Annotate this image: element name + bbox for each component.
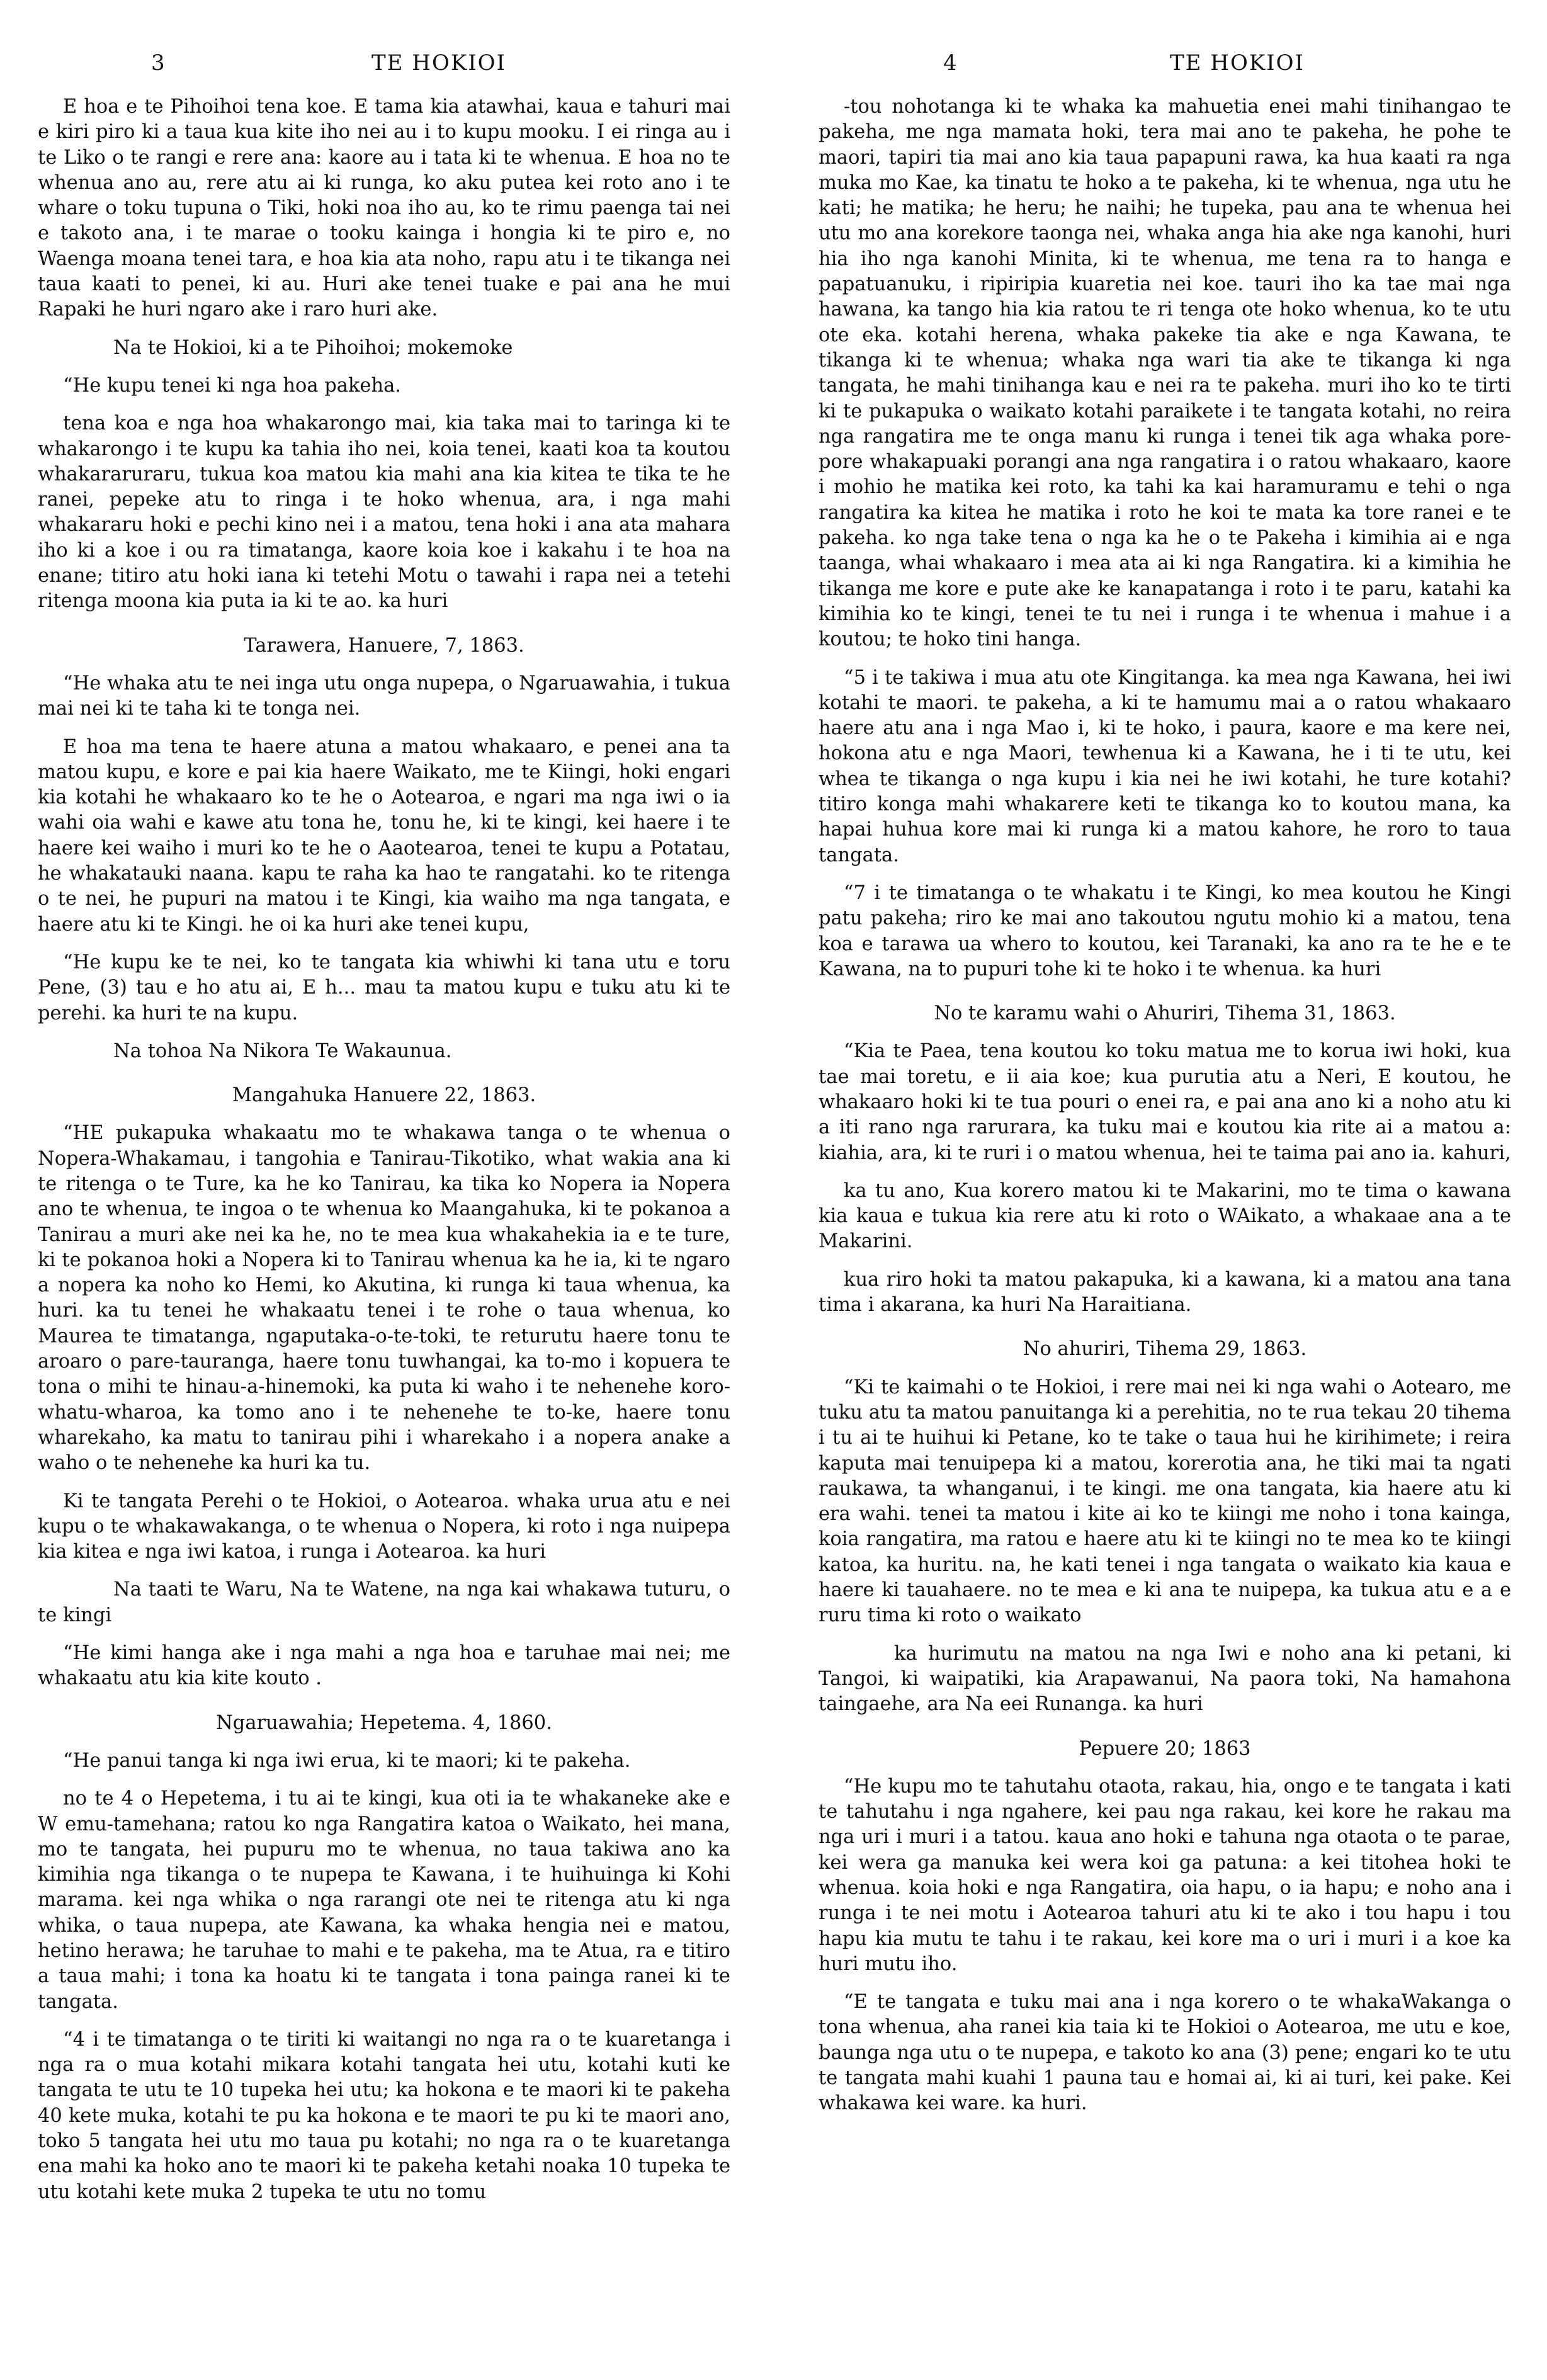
- left-column-paragraph: Na tohoa Na Nikora Te Wakaunua.: [113, 1040, 452, 1062]
- left-column-paragraph: “4 i te timatanga o te tiriti ki waitangi no nga ra o te kuaretanga i nga ra o mua kotahi mikara kotahi tangata hei utu, kotahi kuti ke tangata te utu te 10 tupeka hei utu; ka hokona e te maori ki te pakeha 40 kete muka, kotahi te pu ka hokona e te maori te pu ki te maori ano, toko 5 tangata hei utu mo taua pu kotahi; no nga ra o te kuaretanga ena mahi ka hoko ano te maori ki te pakeha ketahi noaka 10 tupeka te utu kotahi kete muka 2 tupeka te utu no tomu: [38, 2028, 730, 2203]
- left-column-paragraph: “He kupu tenei ki nga hoa pakeha.: [63, 374, 401, 397]
- right-column-paragraph: “5 i te takiwa i mua atu ote Kingitanga. ka mea nga Kawana, hei iwi kotahi te maori. te pakeha, a ki te hamumu mai a o ratou whakaaro haere atu ana i nga Mao i, ki te hoko, i paura, kaore e ma kere nei, hokona atu e nga Maori, tewhenua ki a Kawana, he i ti te utu, kei whea te tikanga o nga kupu i kia nei he iwi kotahi, he ture kotahi? titiro konga mahi whakarere keti te tikanga ko to koutou mana, ka hapai huhua kore mai ki runga ki a matou kahore, he roro to taua tangata.: [819, 666, 1511, 866]
- column-divider: [765, 69, 766, 2336]
- right-column-paragraph: “Ki te kaimahi o te Hokioi, i rere mai nei ki nga wahi o Aotearo, me tuku atu ta matou panuitanga ki a perehitia, no te rua tekau 20 tihema i tu ai te huihui ki Petane, ko te take o taua hui he kirihimete; i reira kaputa mai tenuipepa ki a matou, korerotia ana, he tiki mai ta ngati raukawa, ta whanganui, i te kingi. me ona tangata, kia haere atu ki era wahi. tenei ta matou i kite ai ko te kiingi me noho i tona kainga, koia rangatira, ma ratou e haere atu ki te kiingi no te mea ko te kiingi katoa, ka huritu. na, he kati tenei i nga tangata o waikato kia kaua e haere ki tauahaere. no te mea e ki ana te nuipepa, ka tukua atu e a e ruru tima ki roto o waikato: [819, 1376, 1511, 1627]
- right-header-title: TE HOKIOI: [1170, 50, 1305, 76]
- right-column-paragraph: -tou nohotanga ki te whaka ka mahuetia enei mahi tinihangao te pakeha, me nga mamata hoki, tera mai ano te pakeha, he pohe te maori, tapiri tia mai ano kia taua papapuni rawa, ka hua kaati ra nga muka mo Kae, ka tinatu te hoko a te pakeha, ki te whenua, nga utu he kati; he matika; he heru; he naihi; he tupeka, pau ana te whenua hei utu mo ana korekore taonga nei, whaka anga hia ake nga kanohi, huri hia iho nga kanohi Minita, ki te whenua, me tena ra to hanga e papatuanuku, i ripiripia kuaretia nei koe. tauri iho ka tae mai nga hawana, ka tango hia kia ratou te ri tenga ote hoko whenua, ko te utu ote eka. kotahi herena, whaka pakeke tia ake e nga Kawana, te tikanga ki te whenua; whaka nga wari tia ake te tikanga ki nga tangata, he mahi tinihanga kau e nei ra te pakeha. muri iho ko te tirti ki te pukapuka o waikato kotahi paraikete i te tangata kotahi, no reira nga rangatira me te onga manu ki runga i tenei tik aga whaka pore-pore whakapuaki porangi ana nga rangatira i o ratou whakaaro, kaore i mohio he matika kei roto, ka tahi ka kai haramuramu e tehi o nga rangatira ka kitea he matika i roto he koi te mata ka tore ranei e te pakeha. ko nga take tena o nga ka he o te Pakeha i kimihia ai e nga taanga, whai whakaaro i mea ata ai ki nga Rangatira. ki a kimihia he tikanga me kore e pute ake ke kanapatanga i roto i te paru, katahi ka kimihia ko te kingi, tenei te tu nei i runga i te whenua i mahue i a koutou; te hoko tini hanga.: [819, 96, 1511, 651]
- left-column-paragraph: “HE pukapuka whakaatu mo te whakawa tanga o te whenua o Nopera-Whakamau, i tangohia e Tanirau-Tikotiko, what wakia ana ki te ritenga o te Ture, ka he ko Tanirau, ka tika ko Nopera ia Nopera ano te whenua, te ingoa o te whenua ko Maangahuka, ki te pokanoa a Tanirau a muri ake nei ka he, no te mea kua whakahekia ia e te ture, ki te pokanoa hoki a Nopera ki to Tanirau whenua ka he ia, ki te ngaro a nopera ka noho ko Hemi, ko Akutina, ki runga ki taua whenua, ka huri. ka tu tenei he whakaatu tenei i te rohe o taua whenua, ko Maurea te timatanga, ngaputaka-o-te-toki, te returutu haere tonu te aroaro o pare-tauranga, haere tonu tuwhangai, ka to-mo i kopuera te tona o mihi te hinau-a-hinemoki, ka puta ki waho i te nehenehe koro-whatu-wharoa, ka tomo ano i te nehenehe te to-ke, haere tonu wharekaho, ka matu to tanirau pihi i wharekaho i a nopera anake a waho o te nehenehe ka huri ka tu.: [38, 1122, 730, 1475]
- left-column-paragraph: tena koa e nga hoa whakarongo mai, kia taka mai to taringa ki te whakarongo i te kupu ka tahia iho nei, koia tenei, kaati koa ta koutou whakararuraru, tukua koa matou kia mahi ana kia kitea te tika te he ranei, pepeke atu to ringa i te hoko whenua, ara, i nga mahi whakararu hoki e pechi kino nei i a matou, tena hoki i ana ata mahara iho ki a koe i ou ra timatanga, kaore koia koe i kakahu i te hoa na enane; titiro atu hoki iana ki tetehi Motu o tawahi i rapa nei a tetehi ritenga moona kia puta ia ki te ao. ka huri: [38, 412, 730, 613]
- left-column-paragraph: Mangahuka Hanuere 22, 1863.: [232, 1084, 536, 1107]
- left-header-title: TE HOKIOI: [371, 50, 506, 76]
- right-column-paragraph: No ahuriri, Tihema 29, 1863.: [1023, 1338, 1307, 1361]
- left-column-paragraph: Tarawera, Hanuere, 7, 1863.: [244, 634, 524, 657]
- right-column-paragraph: No te karamu wahi o Ahuriri, Tihema 31, 1863.: [934, 1002, 1396, 1025]
- right-column-paragraph: “E te tangata e tuku mai ana i nga korero o te whakaWakanga o tona whenua, aha ranei kia taia ki te Hokioi o Aotearoa, me utu e koe, baunga nga utu o te nupepa, e takoto ko ana (3) pene; engari ko te utu te tangata mahi kuahi 1 pauna tau e homai ai, ki ai turi, kei pake. Kei whakawa kei ware. ka huri.: [819, 1991, 1511, 2115]
- left-column-paragraph: Ngaruawahia; Hepetema. 4, 1860.: [216, 1711, 552, 1734]
- right-column-paragraph: “7 i te timatanga o te whakatu i te Kingi, ko mea koutou he Kingi patu pakeha; riro ke mai ano takoutou ngutu mohio ki a matou, tena koa e tarawa ua whero to koutou, kei Taranaki, ka ano ra te he e te Kawana, na to pupuri tohe ki te hoko i te whenua. ka huri: [819, 881, 1511, 980]
- left-column-paragraph: no te 4 o Hepetema, i tu ai te kingi, kua oti ia te whakaneke ake e W emu-tamehana; ratou ko nga Rangatira katoa o Waikato, hei mana, mo te tangata, hei pupuru mo te whenua, no taua takiwa ano ka kimihia nga tikanga o te nupepa te Kawana, i te huihuinga ki Kohi marama. kei nga whika o nga rarangi ote nei te ritenga atu ki nga whika, o taua nupepa, ate Kawana, ka whaka hengia nei e matou, hetino herawa; he taruhae to mahi e te pakeha, ma te Atua, ra e titiro a taua mahi; i tona ka hoatu ki te tangata i tona painga ranei ki te tangata.: [38, 1788, 730, 2013]
- right-column-paragraph: ka hurimutu na matou na nga Iwi e noho ana ki petani, ki Tangoi, ki waipatiki, kia Arapawanui, Na paora toki, Na hamahona taingaehe, ara Na eei Runanga. ka huri: [819, 1642, 1511, 1716]
- right-column-paragraph: “He kupu mo te tahutahu otaota, rakau, hia, ongo e te tangata i kati te tahutahu i nga ngahere, kei pau nga rakau, kei kore he rakau ma nga uri i muri i a tatou. kaua ano hoki e tahuna nga otaota o te parae, kei wera ga manuka kei wera koi ga patuna: a kei titohea hoki te whenua. koia hoki e nga Rangatira, oia hapu, o ia hapu; e noho ana i runga i te nei motu i Aotearoa tahuri atu ki te ako i tou hapu i tou hapu kia mutu te tahu i te rakau, kei kore ma o uri i muri i a koe ka huri mutu iho.: [819, 1775, 1511, 1975]
- left-page-number: 3: [151, 50, 166, 76]
- left-column-paragraph: “He panui tanga ki nga iwi erua, ki te maori; ki te pakeha.: [63, 1749, 631, 1772]
- left-column-paragraph: E hoa ma tena te haere atuna a matou whakaaro, e penei ana ta matou kupu, e kore e pai kia haere Waikato, me te Kiingi, hoki engari kia kotahi he whakaaro ko te he o Aotearoa, e ngari ma nga iwi o ia wahi oia wahi e kawe atu tona he, tonu he, ki te kingi, kei haere i te haere kei waiho i muri ko te he o Aaotearoa, tenei te kupu a Potatau, he whakatauki naana. kapu te raha ka hao te rangatahi. ko te ritenga o te nei, he pupuri na matou i te Kingi, kia waiho ma nga tangata, e haere atu ki te Kingi. he oi ka huri ake tenei kupu,: [38, 735, 730, 936]
- right-column-paragraph: “Kia te Paea, tena koutou ko toku matua me to korua iwi hoki, kua tae mai toretu, e ii aia koe; kua purutia atu a Neri, E koutou, he whakaaro hoki ki te tua pouri o enei ra, e pai ana ano ki a noho atu ki a iti rano nga rarurara, ka tuku mai e koutou kia rite ai a matou a: kiahia, ara, ki te ruri i o matou whenua, hei te taima pai ano ia. kahuri,: [819, 1040, 1511, 1164]
- right-column-paragraph: Pepuere 20; 1863: [1079, 1737, 1251, 1760]
- left-column-paragraph: Na taati te Waru, Na te Watene, na nga kai whakawa tuturu, o te kingi: [38, 1578, 730, 1626]
- right-page-number: 4: [943, 50, 958, 76]
- left-column: [38, 94, 730, 2218]
- left-column-paragraph: E hoa e te Pihoihoi tena koe. E tama kia atawhai, kaua e tahuri mai e kiri piro ki a taua kua kite iho nei au i to kupu mooku. I ei ringa au i te Liko o te rangi e rere ana: kaore au i tata ki te whenua. E hoa no te whenua ano au, rere atu ai ki runga, ko aku putea kei roto ano i te whare o toku tupuna o Tiki, hoki noa iho au, ko te rimu paenga tai nei e takoto ana, i te marae o tooku kainga i hongia ki te piro e, no Waenga moana tenei tara, e hoa kia ata noho, rapu atu i te tikanga nei taua kaati to penei, ki au. Huri ake tenei tuake e pai ana he mui Rapaki he huri ngaro ake i raro huri ake.: [38, 96, 730, 321]
- right-column: [819, 94, 1511, 2129]
- left-column-paragraph: “He kimi hanga ake i nga mahi a nga hoa e taruhae mai nei; me whakaatu atu kia kite kouto .: [38, 1642, 730, 1690]
- left-column-paragraph: Na te Hokioi, ki a te Pihoihoi; mokemoke: [113, 336, 513, 359]
- right-column-paragraph: ka tu ano, Kua korero matou ki te Makarini, mo te tima o kawana kia kaua e tukua kia rere atu ki roto o WAikato, a whakaae ana a te Makarini.: [819, 1179, 1511, 1253]
- left-column-paragraph: Ki te tangata Perehi o te Hokioi, o Aotearoa. whaka urua atu e nei kupu o te whakawakanga, o te whenua o Nopera, ki roto i nga nuipepa kia kitea e nga iwi katoa, i runga i Aotearoa. ka huri: [38, 1490, 730, 1563]
- left-column-paragraph: “He whaka atu te nei inga utu onga nupepa, o Ngaruawahia, i tukua mai nei ki te taha ki te tonga nei.: [38, 672, 730, 720]
- right-column-paragraph: kua riro hoki ta matou pakapuka, ki a kawana, ki a matou ana tana tima i akarana, ka huri Na Haraitiana.: [819, 1268, 1511, 1317]
- left-column-paragraph: “He kupu ke te nei, ko te tangata kia whiwhi ki tana utu e toru Pene, (3) tau e ho atu ai, E h... mau ta matou kupu e tuku atu ki te perehi. ka huri te na kupu.: [38, 951, 730, 1024]
